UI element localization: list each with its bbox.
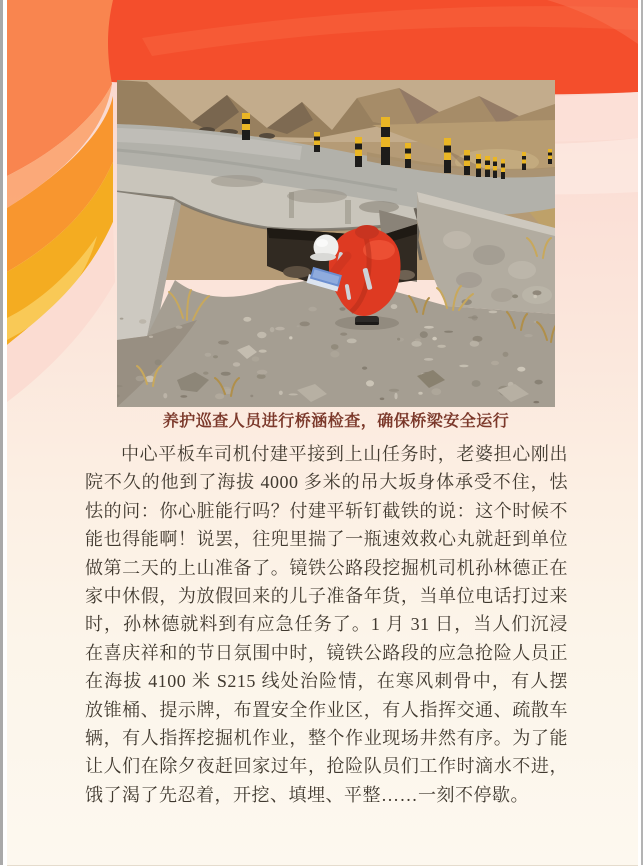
page-left-border (0, 0, 3, 865)
photo-illustration (117, 80, 555, 407)
document-page (7, 0, 638, 866)
photo-caption: 养护巡查人员进行桥涵检查，确保桥梁安全运行 (162, 413, 510, 430)
hood (355, 225, 379, 239)
post (405, 143, 411, 168)
post (464, 150, 470, 175)
post (314, 132, 320, 152)
post (444, 138, 451, 173)
post (501, 159, 505, 179)
post (381, 117, 390, 165)
article-paragraph: 中心平板车司机付建平接到上山任务时，老婆担心刚出院不久的他到了海拔 4000 多米的吊大坂身体承受不住，怯怯的问：你心脏能行吗？付建平斩钉截铁的说：这个时候不能也得能啊！说罢，往兜里揣了一瓶速效救心丸就赶到单位做第二天的上山准备了。镜铁公路段挖掘机司机孙林德正在家中休假，为放假回来的儿子准备年货，当单位电话打过来时，孙林德就料到有应急任务了。1 月 31 日，当人们沉浸在喜庆祥和的节日氛围中时，镜铁公路段的应急抢险人员正在海拔 4100 米 S215 线处治险情，在寒风刺骨中，有人摆放锥桶、提示牌，布置安全作业区，有人指挥交通、疏散车辆，有人指挥挖掘机作业，整个作业现场井然有序。为了能让人们在除夕夜赶回家过年，抢险队员们工作时滴水不进，饿了渴了先忍着，开挖、填埋、平整……一刻不停歇。 (85, 444, 568, 805)
post (242, 113, 250, 140)
post (485, 156, 490, 177)
article-body (85, 440, 568, 809)
helmet-brim (310, 253, 336, 261)
post (522, 152, 526, 170)
post (476, 154, 481, 177)
post (493, 157, 497, 178)
bridge-inspection-photo (117, 80, 555, 407)
post (355, 137, 362, 167)
post (548, 149, 552, 164)
